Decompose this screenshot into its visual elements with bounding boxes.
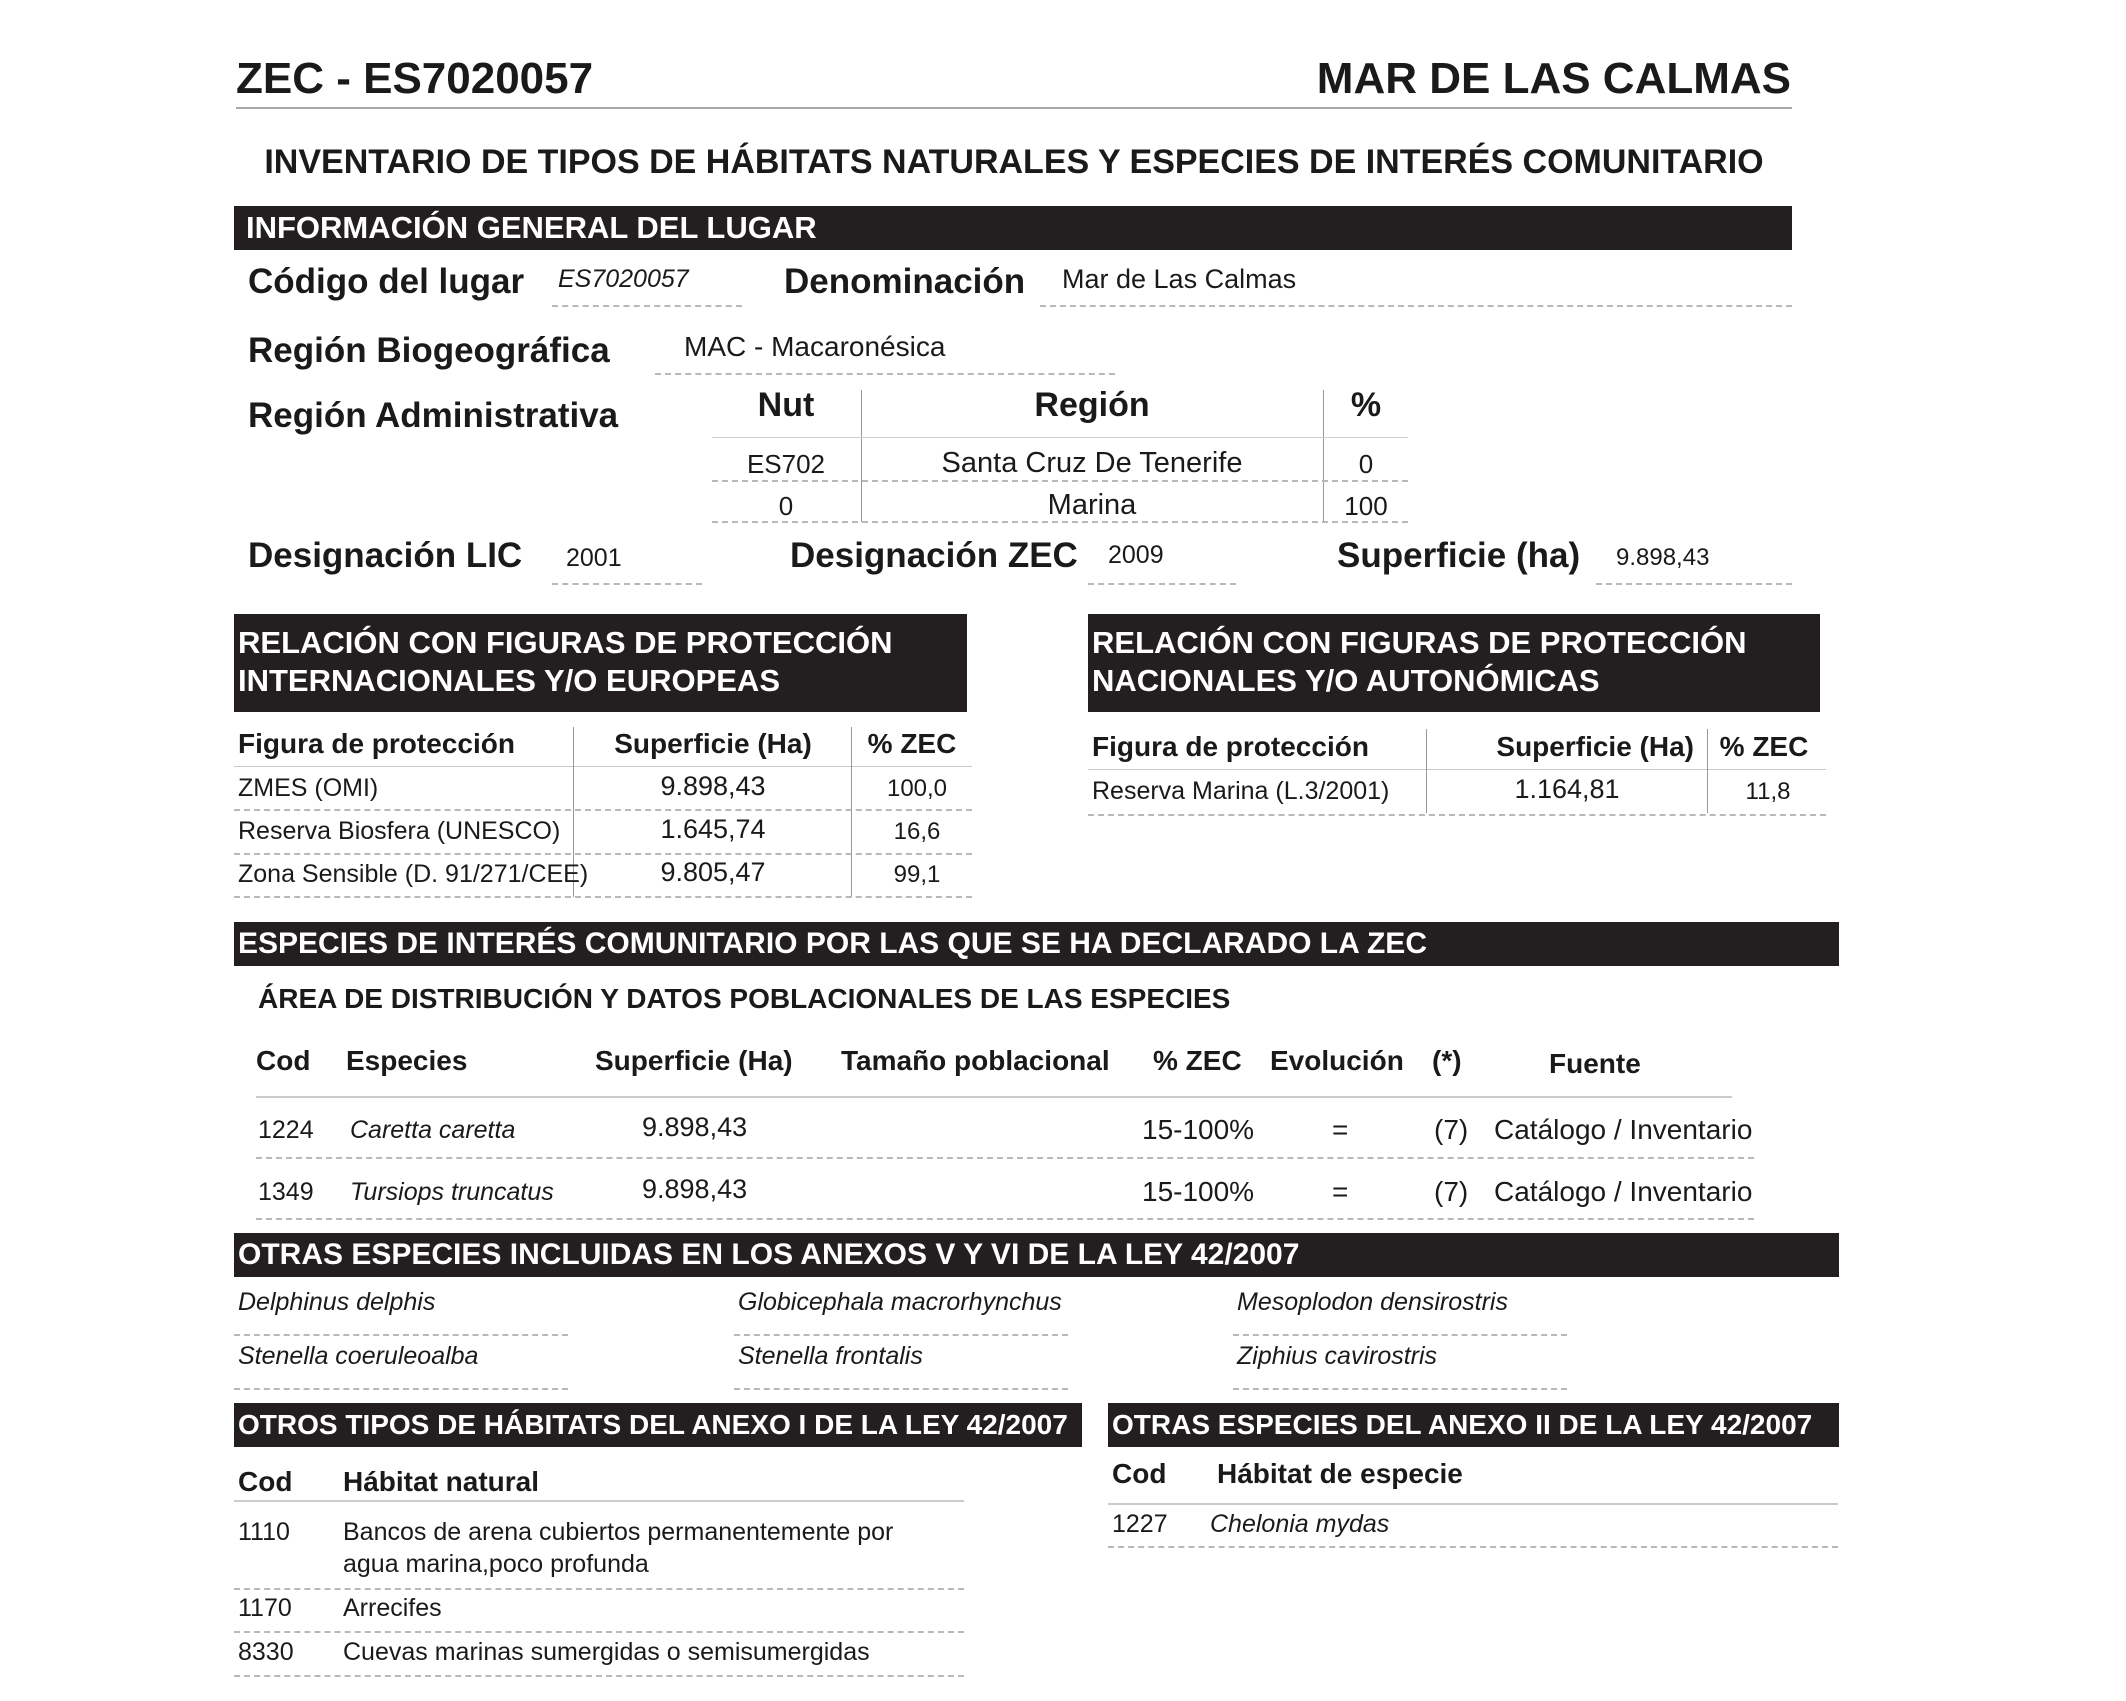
intl-header-sup: Superficie (Ha)	[614, 728, 812, 759]
sup-label: Superficie (ha)	[1337, 536, 1581, 575]
especies-header-especies: Especies	[346, 1045, 468, 1076]
especies-row-rule	[256, 1157, 1754, 1159]
region-adm-label: Región Administrativa	[248, 396, 619, 435]
admin-header-region: Región	[1034, 386, 1150, 424]
admin-cell: 0	[778, 491, 794, 521]
habitat-cell-name: Arrecifes	[343, 1594, 442, 1622]
especies-subtitle: ÁREA DE DISTRIBUCIÓN Y DATOS POBLACIONALES DE LAS ESPECIES	[258, 983, 1231, 1014]
especies-header-tamano: Tamaño poblacional	[841, 1045, 1110, 1076]
habitat-cell-cod: 1110	[238, 1518, 290, 1546]
admin-row-rule	[712, 480, 1408, 482]
admin-cell: Marina	[1047, 489, 1137, 521]
otras-especie-rule	[1233, 1388, 1567, 1390]
especies-cell-asterisk: (7)	[1434, 1176, 1469, 1207]
otras-especie-item: Stenella frontalis	[738, 1342, 923, 1370]
especies-cell-pct: 15-100%	[1142, 1114, 1255, 1145]
admin-cell: 100	[1344, 491, 1388, 521]
sup-underline	[1596, 583, 1792, 585]
otras-especie-rule	[234, 1388, 568, 1390]
nacional-cell-sup: 1.164,81	[1514, 774, 1620, 804]
otras-especie-rule	[234, 1334, 568, 1336]
section-anexo2-title: OTRAS ESPECIES DEL ANEXO II DE LA LEY 42/2007	[1108, 1403, 1839, 1447]
header-rule	[236, 107, 1792, 109]
nacional-header-figura: Figura de protección	[1092, 731, 1369, 762]
denominacion-underline	[1040, 305, 1792, 307]
anexo2-header-rule	[1108, 1503, 1838, 1505]
intl-cell-pct: 99,1	[893, 861, 941, 888]
especies-cell-evolucion: =	[1332, 1176, 1349, 1207]
otras-especie-item: Mesoplodon densirostris	[1237, 1288, 1508, 1316]
habitat-cell-name: Cuevas marinas sumergidas o semisumergidas	[343, 1638, 870, 1666]
sup-value: 9.898,43	[1616, 544, 1710, 571]
nacional-header-sup: Superficie (Ha)	[1496, 731, 1694, 762]
site-name-title: MAR DE LAS CALMAS	[1316, 54, 1791, 103]
intl-cell-pct: 100,0	[886, 775, 948, 802]
admin-cell: ES702	[746, 449, 826, 479]
admin-header-nut: Nut	[757, 386, 815, 424]
especies-cell-sup: 9.898,43	[642, 1112, 748, 1142]
region-bio-value: MAC - Macaronésica	[684, 331, 946, 362]
especies-cell-sup: 9.898,43	[642, 1174, 748, 1204]
especies-cell-fuente: Catálogo / Inventario	[1494, 1176, 1753, 1207]
admin-header-rule	[712, 437, 1408, 438]
admin-cell: 0	[1358, 449, 1374, 479]
habitats-header-rule	[234, 1500, 964, 1502]
otras-especie-item: Globicephala macrorhynchus	[738, 1288, 1062, 1316]
habitat-cell-name: Bancos de arena cubiertos permanentemente por	[343, 1518, 894, 1546]
section-habitats-title: OTROS TIPOS DE HÁBITATS DEL ANEXO I DE LA LEY 42/2007	[234, 1403, 1082, 1447]
habitat-cell-name-cont: agua marina,poco profunda	[343, 1550, 649, 1578]
zec-underline	[1088, 583, 1236, 585]
especies-header-asterisk: (*)	[1432, 1045, 1462, 1076]
especies-header-pct: % ZEC	[1153, 1045, 1242, 1076]
especies-header-rule	[256, 1096, 1732, 1098]
otras-especie-item: Stenella coeruleoalba	[238, 1342, 479, 1370]
lic-underline	[552, 583, 702, 585]
zec-label: Designación ZEC	[790, 536, 1078, 575]
especies-cell-asterisk: (7)	[1434, 1114, 1469, 1145]
intl-cell-sup: 1.645,74	[660, 814, 766, 844]
especies-header-sup: Superficie (Ha)	[595, 1045, 793, 1076]
page-subtitle: INVENTARIO DE TIPOS DE HÁBITATS NATURALES Y ESPECIES DE INTERÉS COMUNITARIO	[264, 143, 1764, 181]
habitat-cell-cod: 1170	[238, 1594, 292, 1622]
admin-cell: Santa Cruz De Tenerife	[941, 447, 1243, 479]
intl-cell-figura: Zona Sensible (D. 91/271/CEE)	[238, 860, 589, 888]
intl-row-rule	[234, 809, 972, 811]
nacional-title-line1: RELACIÓN CON FIGURAS DE PROTECCIÓN	[1092, 625, 1747, 660]
especies-cell-cod: 1349	[258, 1178, 314, 1206]
anexo2-header-habitat: Hábitat de especie	[1217, 1458, 1463, 1489]
codigo-value: ES7020057	[558, 265, 689, 293]
intl-header-rule	[234, 766, 972, 767]
otras-especie-item: Ziphius cavirostris	[1237, 1342, 1438, 1370]
intl-header-pct: % ZEC	[867, 728, 957, 759]
intl-cell-figura: Reserva Biosfera (UNESCO)	[238, 817, 561, 845]
site-code-title: ZEC - ES7020057	[236, 54, 594, 103]
section-general-title: INFORMACIÓN GENERAL DEL LUGAR	[234, 206, 1792, 250]
section-otras-anexos-title: OTRAS ESPECIES INCLUIDAS EN LOS ANEXOS V Y VI DE LA LEY 42/2007	[234, 1233, 1839, 1277]
especies-cell-cod: 1224	[258, 1116, 314, 1144]
denominacion-value: Mar de Las Calmas	[1062, 264, 1297, 294]
otras-especie-rule	[734, 1388, 1068, 1390]
intl-title-line2: INTERNACIONALES Y/O EUROPEAS	[238, 663, 781, 698]
habitats-header-habitat: Hábitat natural	[343, 1466, 540, 1497]
nacional-row-rule	[1088, 814, 1826, 816]
especies-cell-pct: 15-100%	[1142, 1176, 1255, 1207]
habitat-row-rule	[234, 1588, 964, 1590]
anexo2-row-rule	[1108, 1546, 1838, 1548]
intl-cell-sup: 9.805,47	[660, 857, 766, 887]
admin-header-pct: %	[1350, 386, 1382, 424]
especies-header-cod: Cod	[256, 1045, 311, 1076]
habitats-header-cod: Cod	[238, 1466, 293, 1497]
otras-especie-rule	[1233, 1334, 1567, 1336]
intl-cell-figura: ZMES (OMI)	[238, 774, 379, 802]
nacional-header-rule	[1088, 769, 1826, 770]
nacional-header-pct: % ZEC	[1719, 731, 1809, 762]
denominacion-label: Denominación	[784, 262, 1026, 301]
intl-title-line1: RELACIÓN CON FIGURAS DE PROTECCIÓN	[238, 625, 893, 660]
especies-cell-fuente: Catálogo / Inventario	[1494, 1114, 1753, 1145]
anexo2-cell-cod: 1227	[1112, 1510, 1168, 1538]
intl-cell-pct: 16,6	[893, 818, 941, 845]
zec-value: 2009	[1108, 541, 1164, 569]
especies-cell-name: Tursiops truncatus	[350, 1178, 554, 1206]
nacional-cell-figura: Reserva Marina (L.3/2001)	[1092, 777, 1390, 805]
habitat-cell-cod: 8330	[238, 1638, 294, 1666]
nacional-cell-pct: 11,8	[1745, 778, 1791, 805]
section-intl-title	[234, 614, 967, 712]
anexo2-header-cod: Cod	[1112, 1458, 1167, 1489]
intl-row-rule	[234, 853, 972, 855]
region-bio-label: Región Biogeográfica	[248, 331, 610, 370]
intl-row-rule	[234, 896, 972, 898]
especies-cell-evolucion: =	[1332, 1114, 1349, 1145]
especies-header-evolucion: Evolución	[1270, 1045, 1404, 1076]
codigo-underline	[552, 305, 742, 307]
codigo-label: Código del lugar	[248, 262, 525, 301]
lic-value: 2001	[566, 544, 622, 572]
section-nacional-title	[1088, 614, 1820, 712]
nacional-title-line2: NACIONALES Y/O AUTONÓMICAS	[1092, 663, 1600, 698]
habitat-row-rule	[234, 1631, 964, 1633]
otras-especie-item: Delphinus delphis	[238, 1288, 436, 1316]
otras-especie-rule	[734, 1334, 1068, 1336]
habitat-row-rule	[234, 1675, 964, 1677]
especies-row-rule	[256, 1218, 1754, 1220]
especies-cell-name: Caretta caretta	[350, 1116, 516, 1144]
region-bio-underline	[655, 373, 1115, 375]
especies-header-fuente: Fuente	[1549, 1048, 1641, 1079]
intl-header-figura: Figura de protección	[238, 728, 515, 759]
section-especies-title: ESPECIES DE INTERÉS COMUNITARIO POR LAS QUE SE HA DECLARADO LA ZEC	[234, 922, 1839, 966]
anexo2-cell-name: Chelonia mydas	[1210, 1510, 1390, 1538]
admin-row-rule	[712, 521, 1408, 523]
intl-cell-sup: 9.898,43	[660, 771, 766, 801]
lic-label: Designación LIC	[248, 536, 523, 575]
